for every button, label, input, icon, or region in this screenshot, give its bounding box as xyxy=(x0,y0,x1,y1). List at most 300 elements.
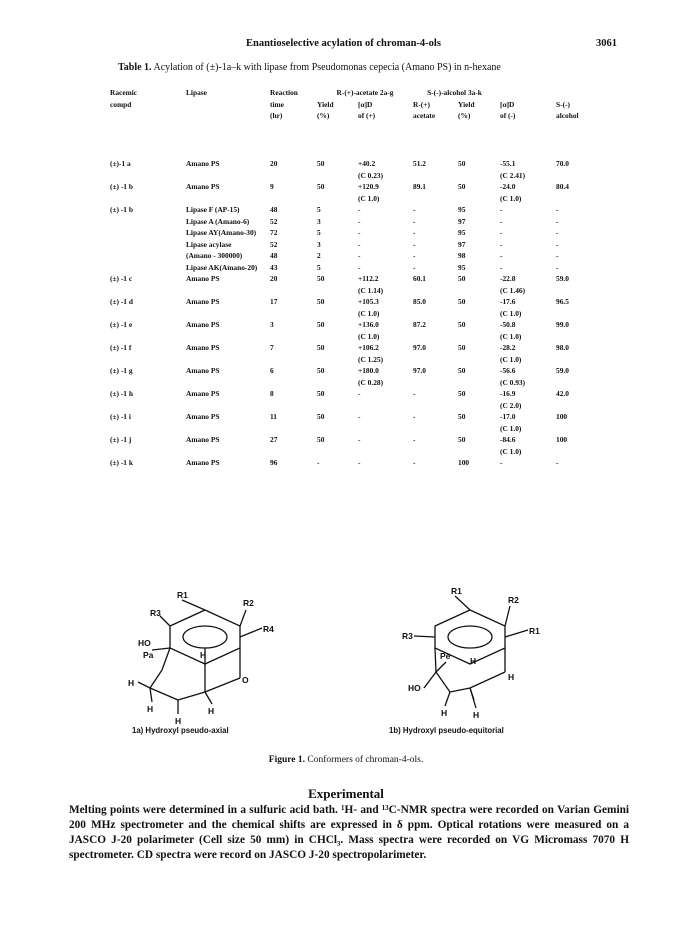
table-cell: 99.0 xyxy=(556,320,569,329)
atom-label: R1 xyxy=(177,590,188,600)
table-row xyxy=(110,447,596,459)
table-cell: 3 xyxy=(317,239,321,249)
atom-label: HO xyxy=(408,683,421,693)
table-cell: 20 xyxy=(270,274,278,283)
table-cell: -16.9 xyxy=(500,389,516,398)
table-cell: 97 xyxy=(458,216,466,226)
table-cell: +40.2 xyxy=(358,159,376,168)
table-cell xyxy=(458,171,496,183)
table-cell xyxy=(110,309,186,321)
acylation-table xyxy=(110,88,596,470)
atom-label: H xyxy=(200,650,207,660)
table-cell: 20 xyxy=(270,159,278,168)
table-cell: - xyxy=(556,216,559,226)
table-cell xyxy=(186,309,270,321)
table-cell xyxy=(110,263,186,275)
table-cell: 43 xyxy=(270,262,278,272)
table-cell: - xyxy=(556,251,559,260)
table-cell xyxy=(186,401,270,413)
table-cell xyxy=(556,309,596,321)
table-cell: (C 1.25) xyxy=(358,354,384,364)
table-cell: (±) -1 d xyxy=(110,297,133,306)
atom-label: R2 xyxy=(508,595,519,605)
table-cell xyxy=(317,171,354,183)
table-cell: (±) -1 g xyxy=(110,366,133,375)
header-cell: (%) xyxy=(317,111,330,120)
table-row xyxy=(110,171,596,183)
table-cell xyxy=(270,378,317,390)
table-cell: 60.1 xyxy=(413,274,426,283)
table-cell xyxy=(413,286,458,298)
table-cell: +136.0 xyxy=(358,320,379,329)
table-cell: - xyxy=(413,205,416,214)
table-row xyxy=(110,401,596,413)
table-cell xyxy=(317,378,354,390)
table-cell: (±) -1 k xyxy=(110,458,133,467)
table-row xyxy=(110,205,596,217)
table-cell xyxy=(270,171,317,183)
table-row xyxy=(110,458,596,470)
table-cell: 50 xyxy=(458,274,466,283)
header-cell: time xyxy=(270,99,284,109)
table-cell: -55.1 xyxy=(500,159,516,168)
table-cell xyxy=(186,378,270,390)
atom-label: Pa xyxy=(143,650,154,660)
table-cell: - xyxy=(358,239,361,249)
table-cell: -17.0 xyxy=(500,412,516,421)
atom-label: R3 xyxy=(150,608,161,618)
table-cell xyxy=(110,194,186,206)
table-cell: 50 xyxy=(317,159,325,168)
atom-label: O xyxy=(242,675,249,685)
table-cell: Amano PS xyxy=(186,366,220,375)
table-row xyxy=(110,435,596,447)
table-cell xyxy=(110,228,186,240)
table-cell: 3 xyxy=(317,216,321,226)
table-cell: 50 xyxy=(317,343,325,352)
table-cell xyxy=(270,332,317,344)
table-cell: 50 xyxy=(317,435,325,444)
table-cell: 5 xyxy=(317,205,321,214)
table-cell xyxy=(556,171,596,183)
table-cell xyxy=(270,286,317,298)
header-cell: S-(-)-alcohol 3a-k xyxy=(427,88,482,97)
table-cell: (±) -1 i xyxy=(110,412,131,421)
header-cell: S-(-) xyxy=(556,99,570,109)
table-row xyxy=(110,159,596,171)
table-cell: 52 xyxy=(270,239,278,249)
table-cell: (±) -1 c xyxy=(110,274,133,283)
table-cell: - xyxy=(413,262,416,272)
header-cell: [α]D xyxy=(358,99,373,109)
table-cell xyxy=(270,447,317,459)
table-row xyxy=(110,194,596,206)
table-cell: 100 xyxy=(458,458,470,467)
table-cell: - xyxy=(413,216,416,226)
table-cell xyxy=(458,378,496,390)
table-cell: 50 xyxy=(458,297,466,306)
table-cell xyxy=(458,194,496,206)
header-cell: Lipase xyxy=(186,88,207,97)
table-cell xyxy=(317,286,354,298)
atom-label: R1 xyxy=(529,626,540,636)
table-cell xyxy=(556,194,596,206)
table-cell: (C 1.0) xyxy=(500,331,522,341)
atom-label: H xyxy=(470,656,477,666)
table-cell: - xyxy=(358,458,361,467)
header-cell: Reaction xyxy=(270,88,298,97)
table-cell: +106.2 xyxy=(358,343,379,352)
table-cell: (C 2.0) xyxy=(500,400,522,410)
table-cell: 50 xyxy=(317,182,325,191)
header-cell xyxy=(186,100,270,112)
table-cell: 96 xyxy=(270,458,278,467)
table-cell: 72 xyxy=(270,228,278,237)
table-cell: 5 xyxy=(317,228,321,237)
atom-label: R4 xyxy=(263,624,274,634)
table-cell xyxy=(270,194,317,206)
table-cell: 95 xyxy=(458,262,466,272)
table-cell: - xyxy=(358,412,361,421)
table-row xyxy=(110,332,596,344)
table-cell: (Amano - 300000) xyxy=(186,251,243,260)
table-cell xyxy=(458,401,496,413)
table-cell xyxy=(413,309,458,321)
table-cell: 8 xyxy=(270,389,274,398)
table-cell xyxy=(317,447,354,459)
table-cell: 97.0 xyxy=(413,343,426,352)
table-cell xyxy=(317,424,354,436)
table-cell xyxy=(413,355,458,367)
table-row xyxy=(110,366,596,378)
atom-label: H xyxy=(175,716,182,726)
table-cell xyxy=(556,378,596,390)
table-cell xyxy=(458,424,496,436)
page-number: 3061 xyxy=(596,38,617,49)
header-cell: R-(+) xyxy=(413,99,430,109)
table-cell: - xyxy=(413,412,416,421)
table-cell xyxy=(413,378,458,390)
table-cell: - xyxy=(500,458,503,467)
table-cell: +105.3 xyxy=(358,297,379,306)
header-cell: Yield xyxy=(458,99,475,109)
header-cell: [α]D xyxy=(500,99,515,109)
table-cell xyxy=(186,171,270,183)
table-cell: (C 1.0) xyxy=(358,331,380,341)
figure-label-left: 1a) Hydroxyl pseudo-axial xyxy=(132,726,229,735)
table-cell: (±) -1 e xyxy=(110,320,133,329)
table-cell: - xyxy=(413,458,416,467)
table-cell xyxy=(556,286,596,298)
table-cell: Amano PS xyxy=(186,274,220,283)
header-row-2 xyxy=(110,100,596,112)
table-cell xyxy=(458,447,496,459)
table-row xyxy=(110,297,596,309)
table-cell: 50 xyxy=(458,435,466,444)
table-cell xyxy=(270,309,317,321)
table-cell: 48 xyxy=(270,205,278,214)
table-cell xyxy=(317,194,354,206)
table-cell xyxy=(413,424,458,436)
table-cell: - xyxy=(358,389,361,398)
table-row xyxy=(110,389,596,401)
table-cell: 27 xyxy=(270,435,278,444)
table-cell: 97 xyxy=(458,239,466,249)
table-cell: 87.2 xyxy=(413,320,426,329)
atom-label: R3 xyxy=(402,631,413,641)
table-cell: (C 1.14) xyxy=(358,285,384,295)
table-cell: Amano PS xyxy=(186,412,220,421)
header-cell: Yield xyxy=(317,99,334,109)
table-cell: (C 1.0) xyxy=(500,446,522,456)
atom-label: H xyxy=(147,704,154,714)
table-cell: 100 xyxy=(556,412,568,421)
table-cell xyxy=(413,171,458,183)
table-cell: (C 0.28) xyxy=(358,377,384,387)
table-cell: 80.4 xyxy=(556,182,569,191)
table-cell xyxy=(110,447,186,459)
table-cell: Lipase F (AP-15) xyxy=(186,205,240,214)
table-cell: 7 xyxy=(270,343,274,352)
table-cell xyxy=(270,424,317,436)
atom-label: H xyxy=(508,672,515,682)
table-cell xyxy=(110,424,186,436)
table-cell: - xyxy=(358,228,361,237)
table-cell xyxy=(186,355,270,367)
table-cell: 11 xyxy=(270,412,277,421)
aromatic-circle-left xyxy=(183,626,227,648)
table-cell xyxy=(110,171,186,183)
atom-label: H xyxy=(128,678,135,688)
table-cell: 48 xyxy=(270,251,278,260)
header-cell: acetate xyxy=(413,111,436,120)
table-cell: - xyxy=(358,262,361,272)
table-caption-label: Table 1. xyxy=(118,62,152,73)
table-cell xyxy=(186,286,270,298)
table-cell xyxy=(413,401,458,413)
table-cell xyxy=(458,332,496,344)
table-cell: (C 1.0) xyxy=(500,193,522,203)
table-cell xyxy=(317,401,354,413)
table-cell: - xyxy=(556,458,559,467)
table-row xyxy=(110,355,596,367)
table-row xyxy=(110,343,596,355)
table-cell: 96.5 xyxy=(556,297,569,306)
table-cell: - xyxy=(413,228,416,237)
table-cell: (C 1.0) xyxy=(500,308,522,318)
table-cell: 3 xyxy=(270,320,274,329)
table-row xyxy=(110,240,596,252)
table-cell: 50 xyxy=(458,412,466,421)
table-cell: -22.8 xyxy=(500,274,516,283)
table-cell xyxy=(110,332,186,344)
table-row xyxy=(110,286,596,298)
atom-label: HO xyxy=(138,638,151,648)
header-cell: compd xyxy=(110,99,132,109)
figure-caption xyxy=(0,755,692,765)
table-cell: - xyxy=(358,205,361,214)
table-cell: 6 xyxy=(270,366,274,375)
table-cell: 98.0 xyxy=(556,343,569,352)
table-cell: - xyxy=(556,228,559,237)
table-cell: 50 xyxy=(458,159,466,168)
table-cell: 50 xyxy=(458,343,466,352)
header-row-1 xyxy=(110,88,596,100)
table-cell xyxy=(110,378,186,390)
table-cell xyxy=(270,401,317,413)
conformers-figure xyxy=(0,588,692,738)
table-cell: - xyxy=(413,239,416,249)
figure-label-right: 1b) Hydroxyl pseudo-equitorial xyxy=(389,726,504,735)
table-row xyxy=(110,263,596,275)
table-cell: (±) -1 f xyxy=(110,343,132,352)
table-cell xyxy=(413,194,458,206)
table-cell: - xyxy=(317,458,320,467)
table-cell: Amano PS xyxy=(186,343,220,352)
header-cell: (hr) xyxy=(270,111,283,120)
table-cell xyxy=(186,424,270,436)
table-cell: Amano PS xyxy=(186,159,220,168)
table-cell xyxy=(458,286,496,298)
table-row xyxy=(110,251,596,263)
table-cell: - xyxy=(500,251,503,260)
table-cell xyxy=(186,194,270,206)
table-row xyxy=(110,309,596,321)
table-row xyxy=(110,424,596,436)
table-cell: 52 xyxy=(270,216,278,226)
table-cell: 51.2 xyxy=(413,159,426,168)
table-cell xyxy=(458,355,496,367)
table-cell: - xyxy=(500,239,503,249)
table-cell: 50 xyxy=(317,297,325,306)
figure-caption-text: Conformers of chroman-4-ols. xyxy=(307,755,424,765)
atom-label: H xyxy=(208,706,215,716)
table-cell: -84.6 xyxy=(500,435,516,444)
table-cell xyxy=(556,401,596,413)
table-cell: 50 xyxy=(317,320,325,329)
table-row xyxy=(110,378,596,390)
table-row xyxy=(110,228,596,240)
table-cell xyxy=(458,309,496,321)
header-cell: Racemic xyxy=(110,88,138,97)
table-cell: 89.1 xyxy=(413,182,426,191)
table-cell: (±) -1 b xyxy=(110,205,133,214)
table-cell: 85.0 xyxy=(413,297,426,306)
table-cell: Lipase acylase xyxy=(186,239,232,249)
table-cell: -56.6 xyxy=(500,366,516,375)
header-row-3 xyxy=(110,111,596,159)
table-cell: 50 xyxy=(458,389,466,398)
table-cell: 50 xyxy=(317,274,325,283)
header-cell: of (-) xyxy=(500,111,516,120)
aromatic-circle-right xyxy=(448,626,492,648)
table-cell: Amano PS xyxy=(186,389,220,398)
table-cell: 9 xyxy=(270,182,274,191)
table-cell: 17 xyxy=(270,297,278,306)
table-cell: 70.0 xyxy=(556,159,569,168)
table-cell: 97.0 xyxy=(413,366,426,375)
table-cell: +180.0 xyxy=(358,366,379,375)
table-cell xyxy=(110,286,186,298)
table-cell: 2 xyxy=(317,251,321,260)
table-cell xyxy=(186,332,270,344)
experimental-heading: Experimental xyxy=(308,786,384,801)
header-cell: of (+) xyxy=(358,111,376,120)
table-cell: Lipase AK(Amano-20) xyxy=(186,262,258,272)
table-cell: +120.9 xyxy=(358,182,379,191)
atom-label: H xyxy=(441,708,448,718)
table-cell: (±) -1 j xyxy=(110,435,132,444)
table-caption xyxy=(118,62,501,73)
table-cell: 50 xyxy=(458,366,466,375)
atom-label: R2 xyxy=(243,598,254,608)
table-cell: 100 xyxy=(556,435,568,444)
table-cell xyxy=(317,355,354,367)
table-cell: - xyxy=(556,205,559,214)
table-cell xyxy=(556,332,596,344)
table-cell xyxy=(186,447,270,459)
table-cell xyxy=(413,447,458,459)
table-cell: 50 xyxy=(458,182,466,191)
table-cell: -28.2 xyxy=(500,343,516,352)
table-cell xyxy=(354,424,413,436)
table-cell xyxy=(110,401,186,413)
table-cell: - xyxy=(500,216,503,226)
table-cell xyxy=(110,355,186,367)
atom-label: H xyxy=(473,710,480,720)
running-head-title: Enantioselective acylation of chroman-4-ols xyxy=(246,38,441,49)
table-cell: Lipase A (Amano-6) xyxy=(186,216,250,226)
table-cell: - xyxy=(500,262,503,272)
atom-label: R1 xyxy=(451,588,462,596)
table-cell: (C 1.0) xyxy=(500,423,522,433)
table-cell: Lipase AY(Amano-30) xyxy=(186,228,257,237)
table-cell: (±) -1 h xyxy=(110,389,133,398)
table-cell: 95 xyxy=(458,205,466,214)
header-cell: R-(+)-acetate 2a-g xyxy=(336,88,394,97)
table-cell xyxy=(556,424,596,436)
table-cell: - xyxy=(413,435,416,444)
table-caption-text: Acylation of (±)-1a–k with lipase from Pseudomonas cepecia (Amano PS) in n-hexane xyxy=(153,62,501,73)
table-cell xyxy=(317,332,354,344)
table-cell: 50 xyxy=(458,320,466,329)
table-cell xyxy=(317,309,354,321)
table-cell: Amano PS xyxy=(186,297,220,306)
figure-caption-label: Figure 1. xyxy=(268,755,306,765)
table-cell xyxy=(270,355,317,367)
table-cell: (C 1.0) xyxy=(358,308,380,318)
table-cell: (C 2.41) xyxy=(500,170,526,180)
table-cell: (C 1.46) xyxy=(500,285,526,295)
table-cell: (±) -1 b xyxy=(110,182,133,191)
table-cell xyxy=(354,447,413,459)
table-cell xyxy=(354,401,413,413)
table-row xyxy=(110,274,596,286)
table-cell: Amano PS xyxy=(186,182,220,191)
table-cell: 50 xyxy=(317,389,325,398)
table-cell: 95 xyxy=(458,228,466,237)
table-cell: 5 xyxy=(317,262,321,272)
table-cell: 50 xyxy=(317,366,325,375)
table-cell: - xyxy=(500,228,503,237)
table-cell xyxy=(110,240,186,252)
table-cell xyxy=(556,447,596,459)
table-cell: (±)-1 a xyxy=(110,159,131,168)
table-cell: 59.0 xyxy=(556,274,569,283)
table-cell xyxy=(556,355,596,367)
table-cell: 50 xyxy=(317,412,325,421)
table-cell: - xyxy=(358,435,361,444)
